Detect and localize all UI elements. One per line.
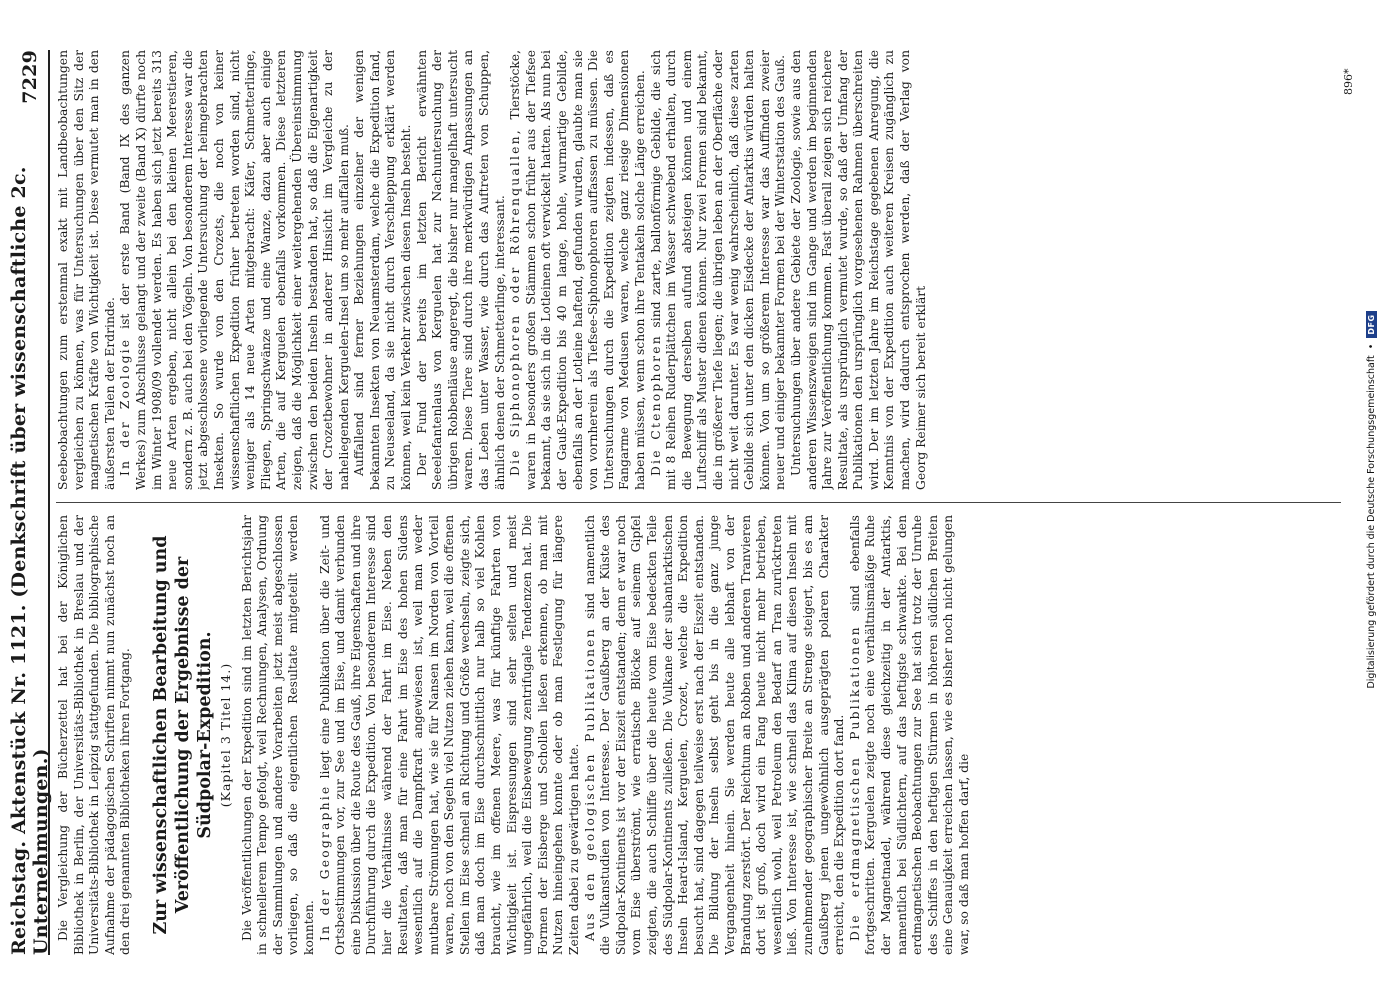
paragraph-body: Tierstöcke, waren in besonders großen Stämmen schon früher aus der Tiefsee bekannt, da sie sich in die Lotleinen oft verwickelt hatten. Als nun bei der Gauß-Expedition bis 40 m lange, hohle, wurmartige Gebilde, ebenfalls an der Lotleine haftend, gefunden wurden, glaubte man sie von vornherein als Tiefsee-Siphonophoren auffassen zu müssen. Die Untersuchungen durch die Expedition zeigten indessen, daß es Fangarme von Medusen waren, welche ganz riesige Dimensionen haben müssen, wenn schon ihre Tentakeln solche Länge erreichen. — [508, 50, 647, 490]
paragraph — [649, 50, 789, 490]
paragraph-lead: In der Zoologie — [118, 337, 133, 476]
credit-text: Digitalisierung gefördert durch die Deutsche Forschungsgemeinschaft — [1365, 355, 1377, 689]
paragraph-body: sind ebenfalls fortgeschritten. Kerguelen zeigte noch eine verhältnismäßige Ruhe der Magnetnadel, während diese gleichzeitig in der Antarktis, namentlich bei Südlichtern, auf das heftigste schwankte. Bei den erdmagnetischen Beobachtungen zur See hat sich trotz der Unruhe des Schiffes in den heftigen Stürmen in höheren südlichen Breiten eine Genauigkeit erreichen lassen, wie es bisher noch nicht gelungen war, so daß man hoffen darf, die — [847, 515, 971, 955]
dfg-logo: DFG — [1366, 311, 1377, 337]
paragraph-lead: Die Siphonophoren oder Röhrenquallen, — [508, 128, 523, 476]
header-page-number: 7229 — [19, 50, 41, 104]
paragraph: Seebeobachtungen zum erstenmal exakt mit Landbeobachtungen vergleichen zu können, was für Untersuchungen über den Sitz der magnetischen Kräfte von Wichtigkeit ist. Diese vermutet man in den äußersten Teilen der Erdrinde. — [56, 50, 117, 490]
page-header — [8, 50, 52, 955]
paragraph-body: liegt eine Publikation über die Zeit- und Ortsbestimmungen vor, zur See und im Eise, und damit verbunden eine Diskussion über die Route des Gauß, ihre Eigenschaften und ihre Durchführung durch die Expedition. Von besonderem Interesse sind hier die Verhältnisse während der Fahrt im Eise. Neben den Resultaten, daß man für eine Fahrt im Eise des hohen Südens wesentlich auf die Dampfkraft angewiesen ist, weil man weder mutbare Strömungen hat, wie sie für Nansen im Norden von Vorteil waren, noch von den Segeln viel Nutzen ziehen kann, weil die offenen Stellen im Eise schnell an Richtung und Größe wechseln, zeigte sich, daß man doch im Eise durchschnittlich nur halb so viel Kohlen braucht, wie im offenen Meere, was für künftige Fahrten von Wichtigkeit ist. Eispressungen sind sehr selten und meist ungefährlich, weil die Eisbewegung zentrifugale Tendenzen hat. Die Formen der Eisberge und Schollen ließen erkennen, ob man mit Nutzen hineingehen konnte oder ob man Festlegung für längere Zeiten dabei zu gewärtigen hatte. — [317, 515, 582, 955]
intro-paragraph: Die Vergleichung der Bücherzettel hat bei der Königlichen Bibliothek in Berlin, der Universitäts-Bibliothek in Breslau und der Universitäts-Bibliothek in Leipzig stattgefunden. Die bibliographische Aufnahme der pädagogischen Schriften nimmt nun zunächst noch an den drei genannten Bibliotheken ihren Fortgang. — [56, 515, 133, 955]
paragraph-body: sind namentlich die Vulkanstudien von Interesse. Der Gaußberg an der Küste des Südpolar-Kontinents ist vor der Eiszeit entstanden; denn er war noch vom Eise überströmt, wie erratische Blöcke auf seinem Gipfel zeigten, die auch Schliffe über die heute vom Eise bedeckten Teile des Südpolar-Kontinents zuließen. Die Vulkane der subantarktischen Inseln Heard-Island, Kerguelen, Crozet, welche die Expedition besucht hat, sind dagegen teilweise erst nach der Eiszeit entstanden. Die Bildung der Inseln selbst geht bis in die ganz junge Vergangenheit hinein. Sie werden heute alle lebhaft von der Brandung zerstört. Der Reichtum an Robben und anderen Tranvieren dort ist groß, doch wird ein Fang heute nicht mehr betrieben, wesentlich wohl, weil Petroleum den Bedarf an Tran zurücktreten ließ. Von Interesse ist, wie schnell das Klima auf diesen Inseln mit zunehmender geographischer Breite an Strenge steigert, bis es am Gaußberg jenen ungewöhnlich ausgeprägten polaren Charakter erreicht, den die Expedition dort fand. — [582, 515, 847, 955]
paragraph — [118, 50, 352, 490]
paragraph: Auffallend sind ferner Beziehungen einzelner der wenigen bekannten Insekten von Neuamsterdam, welche die Expedition fand, zu Neuseeland, da sie nicht durch Verschleppung erklärt werden können, weil kein Verkehr zwischen diesen Inseln besteht. — [352, 50, 414, 490]
paragraph — [583, 515, 848, 955]
paragraph-lead: In der Geographie — [317, 784, 332, 941]
paragraph-body: ist der erste Band (Band IX des ganzen Werkes) zum Abschlusse gelangt und der zweite (Band X) dürfte noch im Winter 1908/09 vollendet werden. Es haben sich jetzt bereits 313 neue Arten ergeben, nicht allein bei den kleinen Meerestieren, sondern z. B. auch bei den Vögeln. Von besonderem Interesse war die jetzt abgeschlossene vorliegende Untersuchung der heimgebrachten Insekten. So wurde von den Crozets, die noch von keiner wissenschaftlichen Expedition früher betreten worden sind, nicht weniger als 14 neue Arten mitgebracht: Käfer, Schmetterlinge, Fliegen, Springschwänze und eine Wanze, dazu aber auch einige Arten, die auf Kerguelen ebenfalls vorkommen. Diese letzteren zeigen, daß die Möglichkeit einer weitergehenden Übereinstimmung zwischen den beiden Inseln bestanden hat, so daß die Eigenartigkeit der Crozetbewohner in anderer Hinsicht im Vergleiche zu der naheliegenden Kerguelen-Insel um so mehr auffallen muß. — [118, 50, 351, 490]
paragraph-body: sind zarte, ballonförmige Gebilde, die sich mit 8 Reihen Ruderplättchen im Wasser schwebend erhalten, durch die Bewegung derselben aufund absteigen können und einem Luftschiff als Muster dienen können. Nur zwei Formen sind bekannt, die in größerer Tiefe liegen; die übrigen leben an der Oberfläche oder nicht weit darunter. Es war wenig wahrscheinlich, daß diese zarten Gebilde sich unter den dicken Eisdecke der Antarktis würden halten können. Von um so größerem Interesse war das Auffinden zweier neuer und einiger bekannter Formen bei der Winterstation des Gauß. — [648, 50, 788, 490]
paragraph — [848, 515, 973, 955]
left-column — [56, 515, 1341, 955]
page-signature-mark: 896* — [1342, 68, 1355, 95]
paragraph: Die Veröffentlichungen der Expedition sind im letzten Berichtsjahr in schnellerem Tempo gefolgt, weil Rechnungen, Analysen, Ordnung der Sammlungen und andere Vorarbeiten jetzt meist abgeschlossen vorliegen, so daß die eigentlichen Resultate mitgeteilt werden konnten. — [239, 515, 316, 955]
paragraph: Untersuchungen über andere Gebiete der Zoologie, sowie aus den anderen Wissenszweigen sind im Gange und werden im beginnenden Jahre zur Veröffentlichung kommen. Fast überall zeigen sich reichere Resultate, als ursprünglich vermutet wurde, so daß der Umfang der Publikationen den ursprünglich vorgesehenen Rahmen überschreiten wird. Der im letzten Jahre im Reichstage gegebenen Anregung, die Kenntnis von der Expedition auch weiteren Kreisen zugänglich zu machen, wird dadurch entsprochen werden, daß der Verlag von Georg Reimer sich bereit erklärt — [788, 50, 928, 490]
document-page — [8, 50, 1355, 955]
section-title: Zur wissenschaftlichen Bearbeitung und Veröffentlichung der Ergebnisse der Südpolar-Expedition. — [150, 535, 215, 935]
paragraph: Der Fund der bereits im letzten Bericht erwähnten Seeelefantenlaus von Kerguelen hat zur Nachuntersuchung der übrigen Robbenläuse angeregt, die bisher nur mangelhaft untersucht waren. Diese Tiere sind durch ihre merkwürdigen Anpassungen an das Leben unter Wasser, wie durch das Auftreten von Schuppen, ähnlich denen der Schmetterlinge, interessant. — [414, 50, 507, 490]
paragraph — [318, 515, 583, 955]
header-running-title: Reichstag. Aktenstück Nr. 1121. (Denkschrift über wissenschaftliche 2c. Unternehmungen.) — [8, 166, 52, 955]
paragraph-lead: Aus den geologischen Publikationen — [582, 627, 597, 941]
right-column — [56, 50, 1341, 490]
column-divider — [56, 502, 1341, 503]
paragraph-lead: Die erdmagnetischen Publikationen — [847, 625, 862, 941]
section-subtitle: (Kapitel 3 Titel 14.) — [217, 662, 233, 808]
digitization-credit: Digitalisierung gefördert durch die Deutsche Forschungsgemeinschaft • DFG — [1362, 0, 1380, 1000]
paragraph — [508, 50, 648, 490]
paragraph-lead: Die Ctenophoren — [648, 334, 663, 476]
